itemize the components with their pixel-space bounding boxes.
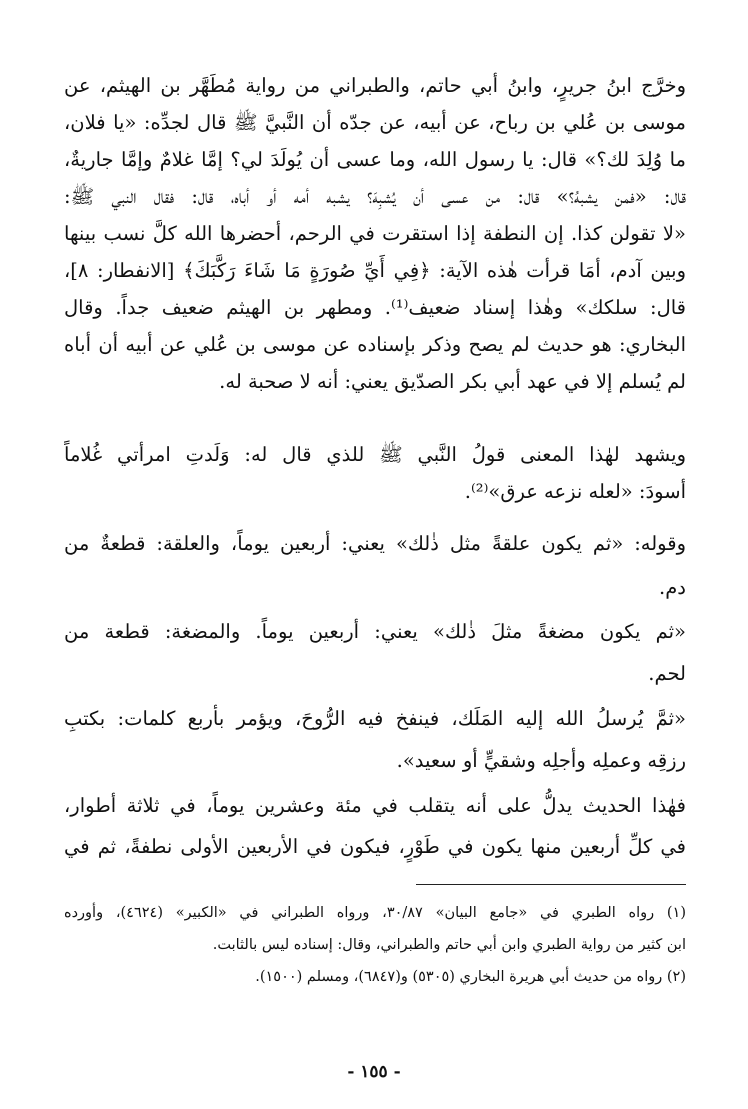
text-line: رزقِه وعملِه وأجلِه وشقيٍّ أو سعيد». bbox=[396, 749, 686, 772]
text-line: وبين آدم، أمَا قرأت هٰذه الآية: ﴿فِي أَيِّ صُورَةٍ مَا شَاءَ رَكَّبَكَ﴾ [الانفطار: ٨]، bbox=[64, 259, 686, 282]
text-line: «ثم يكون مضغةً مثلَ ذٰلك» يعني: أربعين يوماً. والمضغة: قطعة من bbox=[64, 620, 686, 643]
text-line: موسى بن عُلي بن رباح، عن أبيه، عن جدّه أن النَّبيَّ ﷺ قال لجدِّه: «يا فلان، bbox=[64, 111, 686, 134]
text-line: البخاري: هو حديث لم يصح وذكر بإسناده عن موسى بن عُلي عن أبيه أن أباه bbox=[64, 333, 686, 356]
text-line: ما وُلِدَ لك؟» قال: يا رسول الله، وما عسى أن يُولَدَ لي؟ إمَّا غلامٌ وإمَّا جاريةٌ، bbox=[64, 148, 686, 171]
text-line: قال: سلكك» وهٰذا إسناد ضعيف⁽¹⁾. ومطهر بن الهيثم ضعيف جداً. وقال bbox=[64, 296, 686, 319]
text-line: وخرَّج ابنُ جريرٍ، وابنُ أبي حاتم، والطبراني من رواية مُطَهَّر بن الهيثم، عن bbox=[64, 74, 686, 97]
text-line: في كلِّ أربعين منها يكون في طَوْرٍ، فيكون في الأربعين الأولى نطفةً، ثم في bbox=[64, 835, 686, 858]
text-line: وقوله: «ثم يكون علقةً مثل ذٰلك» يعني: أربعين يوماً، والعلقة: قطعةٌ من bbox=[64, 532, 686, 555]
text-line: دم. bbox=[659, 576, 686, 599]
text-line: فهٰذا الحديث يدلُّ على أنه يتقلب في مئة وعشرين يوماً، في ثلاثة أطوار، bbox=[64, 794, 686, 817]
footnote-line: (٢) رواه من حديث أبي هريرة البخاري (٥٣٠٥) و(٦٨٤٧)، ومسلم (١٥٠٠). bbox=[255, 969, 686, 985]
text-line: أسودَ: «لعله نزعه عرق»⁽²⁾. bbox=[464, 480, 686, 503]
text-line: ويشهد لهٰذا المعنى قولُ النَّبي ﷺ للذي قال له: وَلَدتِ امرأتي غُلاماً bbox=[64, 443, 686, 466]
text-line: «لا تقولن كذا. إن النطفة إذا استقرت في الرحم، أحضرها الله كلَّ نسب بينها bbox=[64, 222, 686, 245]
footnote-divider bbox=[416, 884, 686, 885]
text-line: «ثمَّ يُرسلُ الله إليه المَلَك، فينفخ فيه الرُّوحَ، ويؤمر بأربع كلمات: بكتبِ bbox=[64, 707, 686, 730]
footnote-line: ابن كثير من رواية الطبري وابن أبي حاتم والطبراني، وقال: إسناده ليس بالثابت. bbox=[212, 937, 686, 953]
page-number: - ١٥٥ - bbox=[347, 1062, 401, 1082]
text-line: لم يُسلم إلا في عهد أبي بكر الصدّيق يعني: أنه لا صحبة له. bbox=[219, 370, 686, 393]
text-line: لحم. bbox=[648, 662, 686, 685]
text-line: قال: «فمن يشبهُ؟» قال: من عسى أن يُشبِهَ؟ يشبه أمه أو أباه، قال: فقال النبي ﷺ: bbox=[64, 185, 686, 208]
footnote-line: (١) رواه الطبري في «جامع البيان» ٣٠/٨٧، ورواه الطبراني في «الكبير» (٤٦٢٤)، وأورده bbox=[64, 905, 686, 921]
